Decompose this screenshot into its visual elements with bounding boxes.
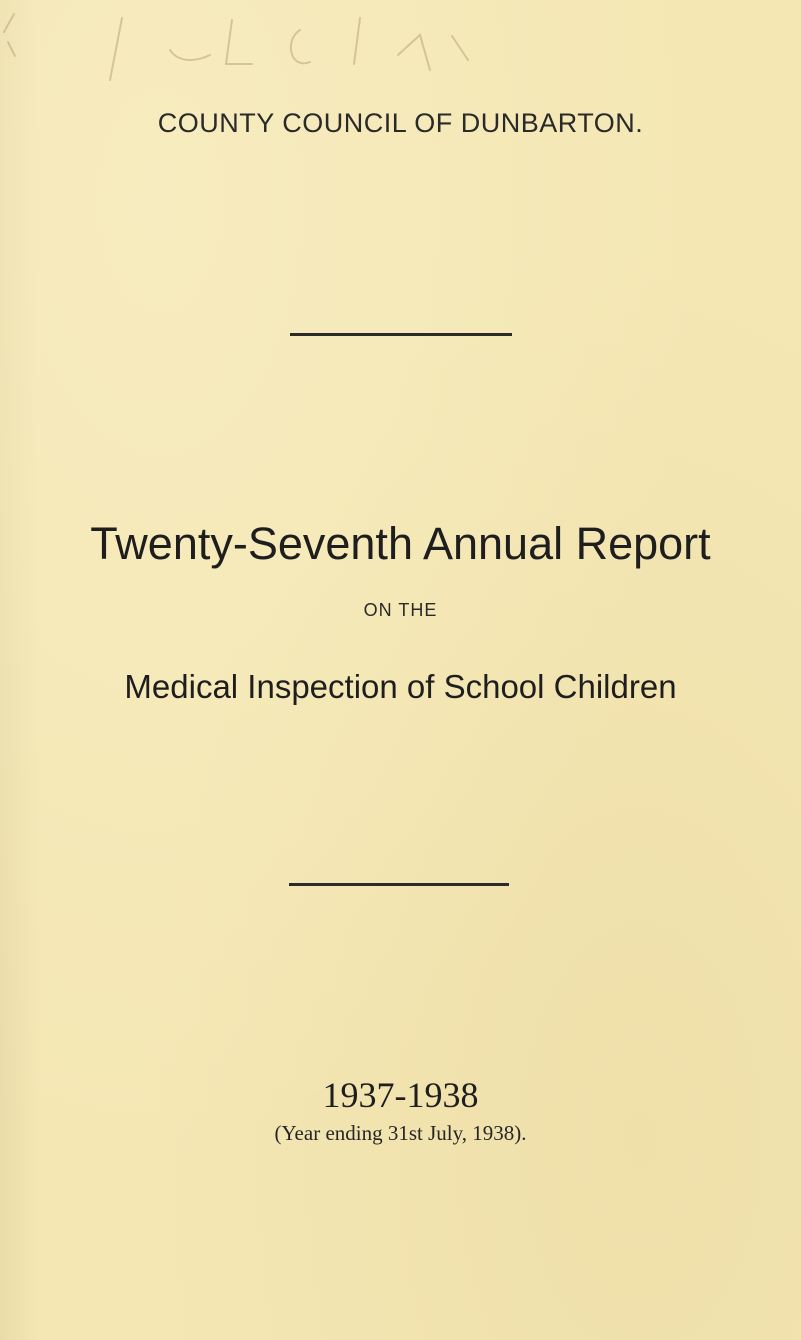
report-years: 1937-1938 — [322, 1075, 479, 1115]
issuing-authority-heading: COUNTY COUNCIL OF DUNBARTON. — [157, 108, 644, 138]
report-subject: Medical Inspection of School Children — [124, 668, 677, 705]
title-connector: ON THE — [363, 600, 438, 620]
report-title: Twenty-Seventh Annual Report — [90, 518, 711, 569]
bottom-divider-rule — [289, 883, 509, 886]
faint-handwritten-annotation — [0, 0, 801, 100]
year-ending-note: (Year ending 31st July, 1938). — [274, 1121, 527, 1145]
top-divider-rule — [290, 333, 512, 336]
